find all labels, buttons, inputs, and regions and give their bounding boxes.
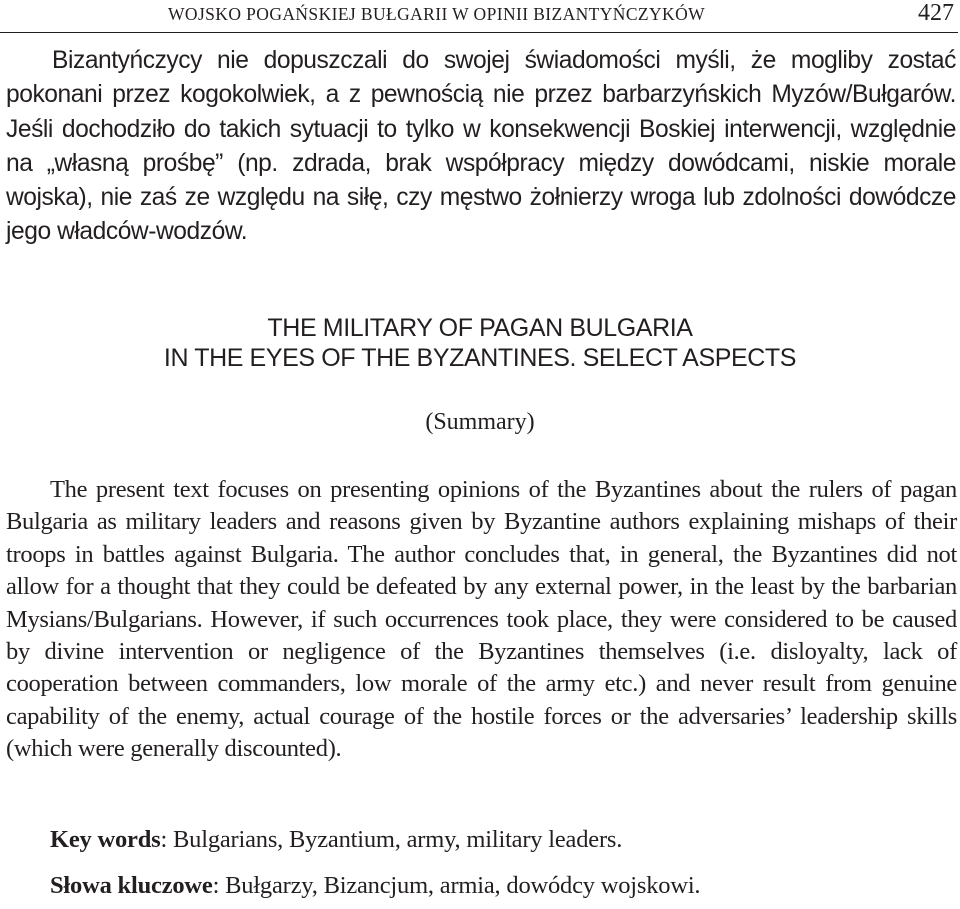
keywords-english-value: Bulgarians, Byzantium, army, military leaders. xyxy=(173,826,623,853)
keywords-polish-label: Słowa kluczowe xyxy=(50,872,213,899)
keywords-polish xyxy=(50,872,700,900)
keywords-english xyxy=(50,826,622,854)
keywords-polish-value: Bułgarzy, Bizancjum, armia, dowódcy wojskowi. xyxy=(225,872,701,899)
keywords-english-separator: : xyxy=(160,826,174,853)
english-title xyxy=(0,313,960,373)
summary-label: (Summary) xyxy=(425,409,535,435)
page-header xyxy=(0,0,960,36)
page-number: 427 xyxy=(918,0,954,26)
keywords-english-label: Key words xyxy=(50,826,161,853)
english-title-line-2: IN THE EYES OF THE BYZANTINES. SELECT ASPECTS xyxy=(163,344,797,372)
header-rule xyxy=(0,32,958,33)
summary-paragraph: The present text focuses on presenting opinions of the Byzantines about the rulers of pagan Bulgaria as military leaders and reasons given by Byzantine authors explaining mishaps of their troops in battles against Bulgaria. The author concludes that, in general, the Byzantines did not allow for a thought that they could be defeated by any external power, in the least by the barbarian Mysians/Bulgarians. However, if such occurrences took place, they were considered to be caused by divine intervention or negligence of the Byzantines themselves (i.e. disloyalty, lack of cooperation between commanders, low morale of the army etc.) and never result from genuine capability of the enemy, actual courage of the hostile forces or the adversaries’ leadership skills (which were generally discounted). xyxy=(6,476,957,763)
english-title-line-1: THE MILITARY OF PAGAN BULGARIA xyxy=(267,314,693,342)
polish-conclusion-paragraph: Bizantyńczycy nie dopuszczali do swojej świadomości myśli, że mogliby zostać pokonani przez kogokolwiek, a z pewnością nie przez barbarzyńskich Myzów/Bułgarów. Jeśli dochodziło do takich sytuacji to tylko w konsekwencji Boskiej interwencji, względnie na „własną prośbę” (np. zdrada, brak współpracy między dowódcami, niskie morale wojska), nie zaś ze względu na siłę, czy męstwo żołnierzy wroga lub zdolności dowódcze jego władców-wodzów. xyxy=(6,47,956,246)
running-title: WOJSKO POGAŃSKIEJ BUŁGARII W OPINII BIZANTYŃCZYKÓW xyxy=(168,4,706,24)
keywords-polish-separator: : xyxy=(212,872,226,899)
